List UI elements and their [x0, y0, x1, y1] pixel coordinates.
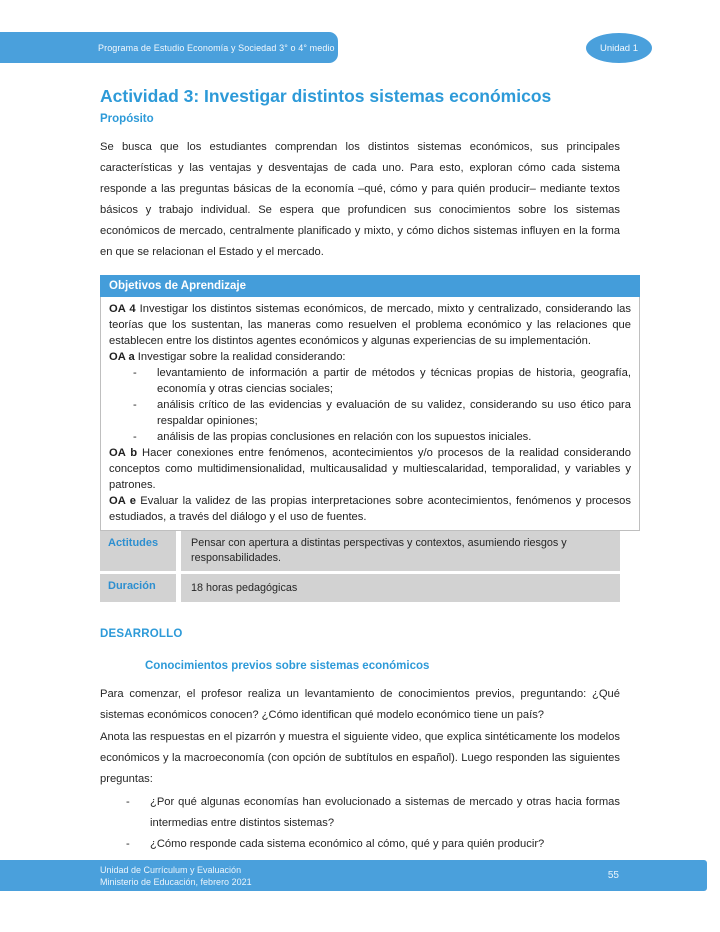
oae-paragraph [109, 493, 631, 525]
oaa-bullet-item: - levantamiento de información a partir de métodos y técnicas propias de historia, geografía, economía y otras ciencias sociales; [109, 365, 631, 397]
oab-label: OA b [109, 447, 138, 459]
oaa-bullet-list [109, 365, 631, 445]
oa-box-body [100, 297, 640, 531]
learning-objectives-box [100, 275, 640, 531]
footer-line1: Unidad de Currículum y Evaluación [100, 864, 242, 875]
duracion-value: 18 horas pedagógicas [181, 574, 620, 602]
page-number: 55 [607, 870, 619, 881]
footer-bar [0, 860, 707, 891]
oa4-paragraph [109, 301, 631, 349]
duracion-label: Duración [100, 574, 176, 602]
oae-label: OA e [109, 495, 136, 507]
question-bullet-item: - ¿Cómo responde cada sistema económico al cómo, qué y para quién producir? [100, 834, 620, 855]
proposito-paragraph: Se busca que los estudiantes comprendan los distintos sistemas económicos, sus principales características y las ventajas y desventajas de cada uno. Para esto, exploran cómo cada sistema responde a las preguntas básicas de la economía –qué, cómo y para quién producir– mediante textos básicos y trabajo individual. Se espera que profundicen sus conocimientos sobre los sistemas económicos de mercado, centralmente planificado y mixto, y cómo dichos sistemas influyen en la forma en que se relacionan el Estado y el mercado. [100, 141, 620, 258]
oaa-text: Investigar sobre la realidad considerando: [134, 351, 346, 363]
question-bullet-item: - ¿Por qué algunas economías han evolucionado a sistemas de mercado y otras hacia formas intermedias entre distintos sistemas? [100, 792, 620, 834]
oaa-label: OA a [109, 351, 135, 363]
program-header-bar [0, 32, 338, 63]
actitudes-value: Pensar con apertura a distintas perspectivas y contextos, asumiendo riesgos y responsabilidades. [181, 531, 620, 571]
footer-text [100, 864, 252, 888]
proposito-heading: Propósito [100, 113, 154, 125]
oab-text: Hacer conexiones entre fenómenos, acontecimientos y/o procesos de la realidad considerando conceptos como multidimensionalidad, multicausalidad y multiescalaridad, temporalidad, y variables y patrones. [109, 447, 631, 491]
oaa-bullet-item: - análisis de las propias conclusiones en relación con los supuestos iniciales. [109, 429, 631, 445]
oaa-bullet-item: - análisis crítico de las evidencias y evaluación de su validez, considerando su uso ético para respaldar opiniones; [109, 397, 631, 429]
actitudes-label: Actitudes [100, 531, 176, 571]
oaa-paragraph [109, 349, 631, 365]
oab-paragraph [109, 445, 631, 493]
desarrollo-paragraph-1: Para comenzar, el profesor realiza un levantamiento de conocimientos previos, preguntando: ¿Qué sistemas económicos conocen? ¿Cómo identifican qué modelo económico tiene un país? [100, 688, 620, 721]
unit-badge [586, 33, 652, 63]
oa4-label: OA 4 [109, 303, 136, 315]
unit-badge-label: Unidad 1 [599, 42, 639, 54]
attributes-table [100, 531, 620, 605]
desarrollo-paragraph-2: Anota las respuestas en el pizarrón y muestra el siguiente video, que explica sintéticamente los modelos económicos y la macroeconomía (con opción de subtítulos en español). Luego responden las siguientes preguntas: [100, 731, 620, 785]
program-title: Programa de Estudio Economía y Sociedad 3° o 4° medio [98, 42, 335, 53]
table-row [100, 531, 620, 571]
activity-title: Actividad 3: Investigar distintos sistemas económicos [100, 86, 552, 106]
table-row [100, 574, 620, 602]
footer-line2: Ministerio de Educación, febrero 2021 [100, 876, 252, 887]
desarrollo-heading: DESARROLLO [100, 628, 183, 640]
questions-bullet-list [100, 792, 620, 855]
oae-text: Evaluar la validez de las propias interpretaciones sobre acontecimientos, fenómenos y procesos estudiados, a través del diálogo y el uso de fuentes. [109, 495, 631, 523]
oa-box-header: Objetivos de Aprendizaje [100, 275, 640, 297]
oa4-text: Investigar los distintos sistemas económicos, de mercado, mixto y centralizado, considerando las teorías que los sustentan, las maneras como resuelven el problema económico y las relaciones que establecen entre los distintos agentes económicos y algunas experiencias de su implementación. [109, 303, 631, 347]
conocimientos-subheading: Conocimientos previos sobre sistemas económicos [145, 660, 430, 672]
